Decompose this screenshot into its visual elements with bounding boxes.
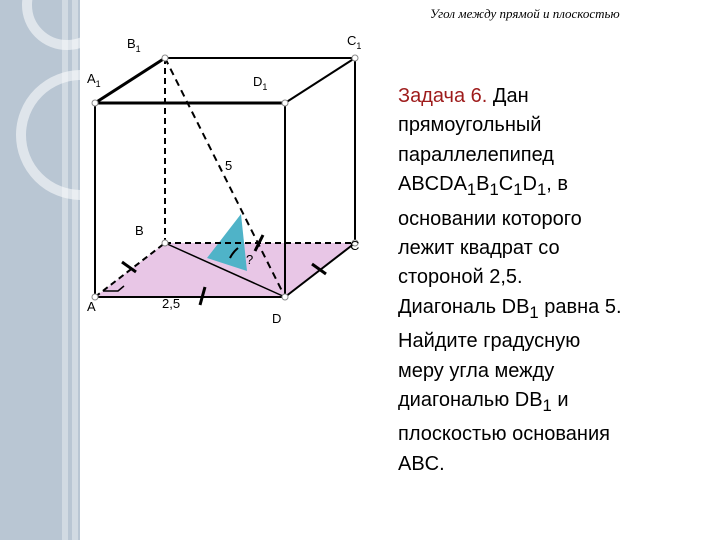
label-d1: $D_1$: [253, 74, 268, 92]
task-line: плоскостью основания: [398, 423, 610, 446]
vertex-dot: [282, 294, 288, 300]
label-b: B: [135, 223, 144, 238]
task-line: Задача 6. Дан: [398, 85, 529, 107]
task-line: Найдите градусную: [398, 330, 581, 353]
vertex-dot: [352, 55, 358, 61]
task-line: меру угла между: [398, 359, 555, 382]
diagonal-length-label: 5: [225, 158, 233, 173]
vertex-dot: [162, 240, 168, 246]
task-line: Диагональ $DB_1$ равна 5.: [398, 295, 622, 322]
label-d: D: [272, 311, 282, 326]
slide-header-title: Угол между прямой и плоскостью: [430, 6, 620, 21]
task-statement: [398, 82, 698, 479]
vertex-dot: [282, 100, 288, 106]
unknown-angle-label: ?: [246, 252, 254, 267]
vertex-dot: [92, 100, 98, 106]
label-c1: $C_1$: [347, 33, 362, 51]
edge-d1-c1: [285, 58, 355, 103]
edge-a1-b1: [95, 58, 165, 103]
label-b1: $B_1$: [127, 36, 141, 54]
task-label: Задача 6.: [398, 85, 488, 107]
task-line: прямоугольный: [398, 114, 542, 137]
task-line: стороной 2,5.: [398, 266, 523, 289]
label-a: A: [87, 299, 96, 314]
task-line: $ABCDA_1B_1C_1D_1$, в: [398, 173, 568, 200]
task-line: основании которого: [398, 207, 582, 230]
vertex-dot: [162, 55, 168, 61]
task-line: параллелепипед: [398, 143, 554, 166]
label-a1: $A_1$: [87, 71, 101, 89]
task-line: ABC.: [398, 452, 445, 475]
task-line: диагональю $DB_1$ и: [398, 389, 569, 416]
side-length-label: 2,5: [162, 296, 181, 311]
label-c: C: [350, 238, 360, 253]
task-line: лежит квадрат со: [398, 237, 560, 260]
